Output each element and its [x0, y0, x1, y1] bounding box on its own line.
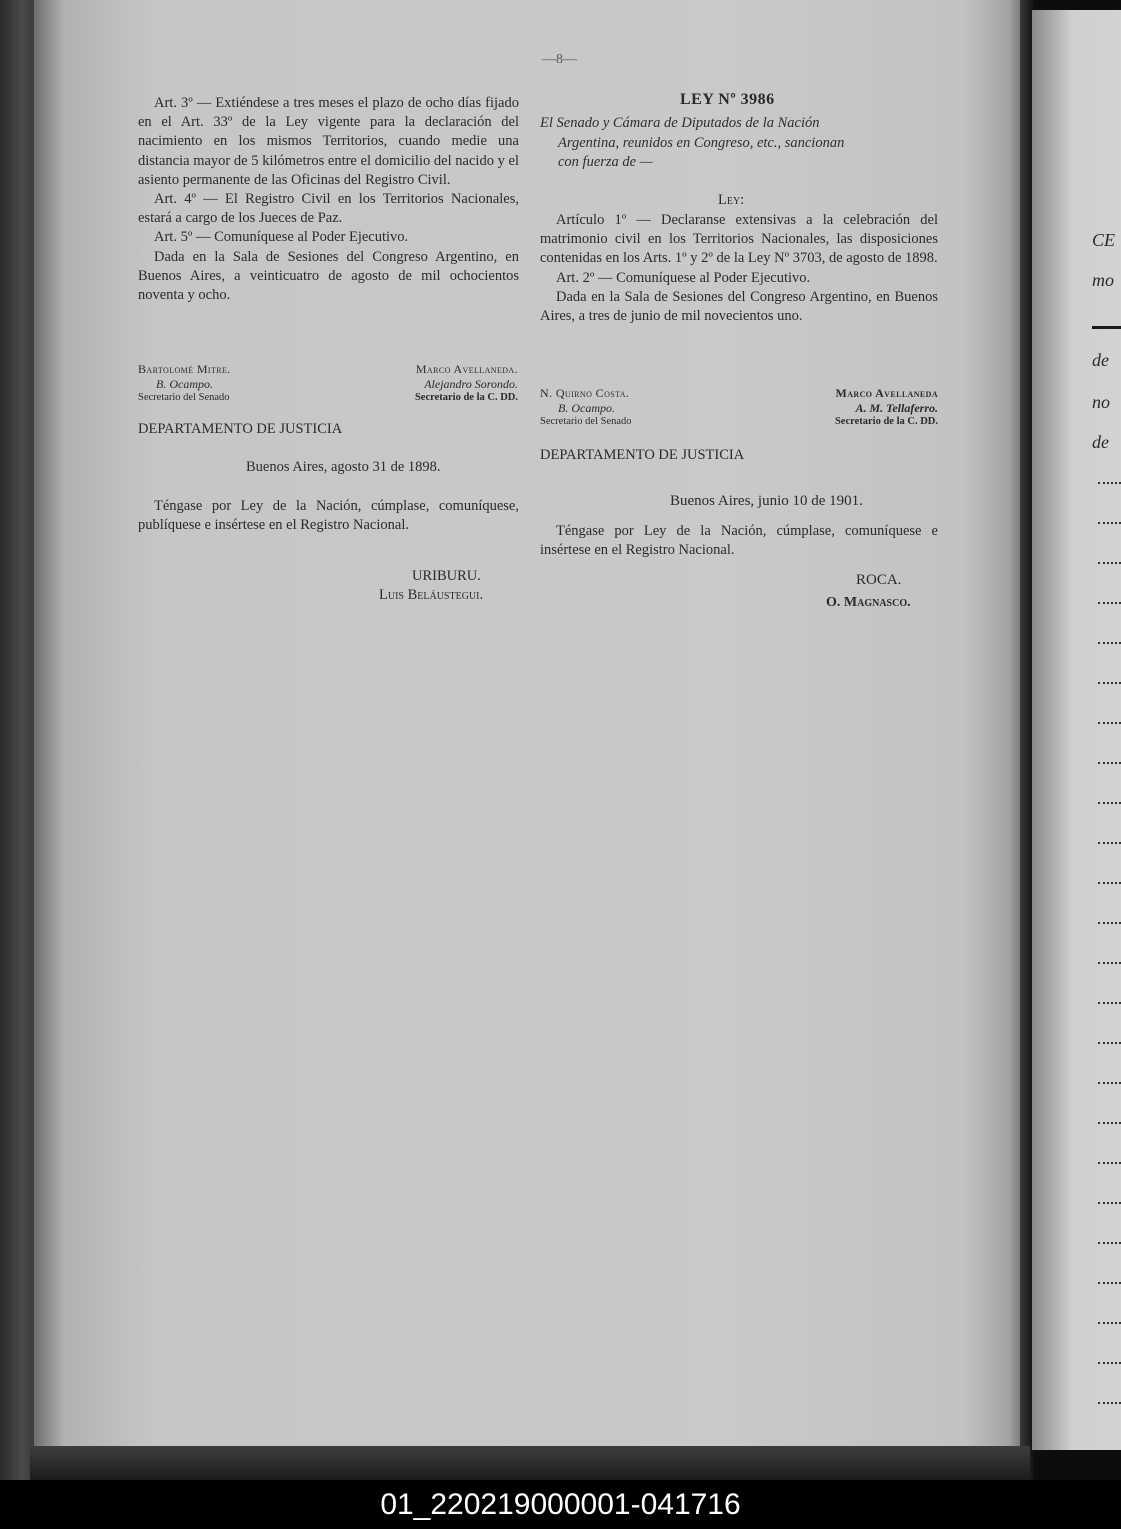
article-1: Artículo 1º — Declaranse extensivas a la celebración del matrimonio civil en los Territorios Nacionales, las disposiciones contenidas en los Arts. 1º y 2º de la Ley Nº 3703, de agosto de 1898.: [540, 212, 938, 267]
dotted-line: [1098, 1322, 1121, 1324]
book-page: [34, 0, 1024, 1452]
dotted-line: [1098, 1042, 1121, 1044]
dotted-line: [1098, 682, 1121, 684]
article-5: Art. 5º — Comuníquese al Poder Ejecutivo.: [154, 229, 409, 246]
dada-clause: Dada en la Sala de Sesiones del Congreso Argentino, en Buenos Aires, a tres de junio de mil novecientos uno.: [540, 288, 938, 325]
dotted-line: [1098, 1202, 1121, 1204]
page-number: —8—: [542, 52, 577, 67]
signature-left-deputies: Marco Avellaneda. Alejandro Sorondo. Secretario de la C. DD.: [414, 362, 518, 403]
signer-president: URIBURU.: [412, 568, 481, 584]
department-heading: DEPARTAMENTO DE JUSTICIA: [138, 421, 343, 437]
dotted-line: [1098, 722, 1121, 724]
dotted-line: [1098, 562, 1121, 564]
scan-identifier: 01_220219000001-041716: [0, 1480, 1121, 1529]
adjacent-text: de: [1092, 350, 1109, 370]
dotted-line: [1098, 922, 1121, 924]
decree-date: Buenos Aires, junio 10 de 1901.: [670, 493, 863, 509]
dotted-line: [1098, 1282, 1121, 1284]
decree-text: Téngase por Ley de la Nación, cúmplase, comuníquese, publíquese e insértese en el Registro Nacional.: [138, 498, 519, 534]
decree-text: Téngase por Ley de la Nación, cúmplase, comuníquese e insértese en el Registro Nacional.: [540, 523, 938, 559]
dotted-line: [1098, 762, 1121, 764]
dotted-line: [1098, 482, 1121, 484]
law-preamble: El Senado y Cámara de Diputados de la Nación Argentina, reunidos en Congreso, etc., sancionan con fuerza de —: [540, 115, 845, 170]
signer-minister: O. Magnasco.: [826, 595, 911, 610]
adjacent-text: CE: [1092, 230, 1116, 250]
dotted-line: [1098, 962, 1121, 964]
dotted-line: [1098, 1002, 1121, 1004]
dotted-line: [1098, 842, 1121, 844]
law-title: LEY Nº 3986: [680, 91, 775, 108]
right-column-articles: [540, 211, 938, 326]
left-column-articles: [138, 94, 519, 305]
dotted-line: [1098, 1362, 1121, 1364]
article-4: Art. 4º — El Registro Civil en los Territorios Nacionales, estará a cargo de los Jueces de Paz.: [138, 191, 519, 227]
dotted-line: [1098, 1082, 1121, 1084]
signature-right-senate: N. Quirno Costa. B. Ocampo. Secretario del Senado: [540, 386, 632, 427]
signature-left-senate: Bartolomé Mitre. B. Ocampo. Secretario del Senado: [138, 362, 231, 403]
signature-right-deputies: Marco Avellaneda A. M. Tellaferro. Secretario de la C. DD.: [834, 386, 938, 427]
dotted-line: [1098, 1162, 1121, 1164]
dotted-line: [1098, 882, 1121, 884]
adjacent-rule: [1092, 326, 1121, 329]
adjacent-text: no: [1092, 392, 1110, 412]
decree-date: Buenos Aires, agosto 31 de 1898.: [246, 459, 441, 475]
signer-minister: Luis Beláustegui.: [379, 587, 484, 603]
article-2: Art. 2º — Comuníquese al Poder Ejecutivo.: [556, 269, 811, 286]
article-3: Art. 3º — Extiéndese a tres meses el plazo de ocho días fijado en el Art. 33º de la Ley vigente para la declaración del nacimiento en los mismos Territorios, cuando medie una distancia mayor de 5 kilómetros entre el domicilio del nacido y el asiento permanente de las Oficinas del Registro Civil.: [138, 95, 519, 188]
adjacent-text: mo: [1092, 270, 1114, 290]
book-bottom-edge: [30, 1446, 1030, 1480]
dotted-line: [1098, 602, 1121, 604]
book-cover-edge: [0, 0, 36, 1480]
dotted-line: [1098, 1242, 1121, 1244]
dotted-line: [1098, 522, 1121, 524]
adjacent-page: [1032, 10, 1121, 1450]
dotted-line: [1098, 642, 1121, 644]
dada-clause: Dada en la Sala de Sesiones del Congreso Argentino, en Buenos Aires, a veinticuatro de agosto de mil ochocientos noventa y ocho.: [138, 248, 519, 304]
signer-president: ROCA.: [856, 572, 902, 588]
ley-heading: Ley:: [718, 192, 745, 208]
adjacent-text: de: [1092, 432, 1109, 452]
dotted-line: [1098, 802, 1121, 804]
department-heading: DEPARTAMENTO DE JUSTICIA: [540, 447, 745, 463]
dotted-line: [1098, 1122, 1121, 1124]
dotted-line: [1098, 1402, 1121, 1404]
